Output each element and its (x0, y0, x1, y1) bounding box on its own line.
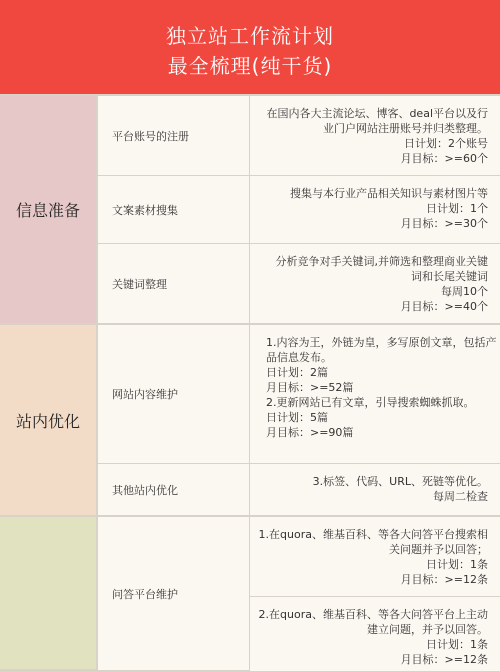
detail-line: 2.在quora、维基百科、等各大问答平台上主动 (258, 608, 488, 621)
task-detail-website-content-maintenance (250, 325, 500, 464)
task-detail-qa-ask (250, 597, 500, 671)
category-info-prep: 信息准备 (0, 96, 98, 325)
detail-line: 月目标：>=90篇 (266, 426, 354, 439)
detail-line: 每周10个 (441, 285, 488, 298)
detail-line: 月目标：>=30个 (400, 217, 488, 230)
detail-line: 月目标：>=52篇 (266, 381, 354, 394)
detail-line: 关问题并予以回答； (389, 543, 488, 556)
detail-line: 建立问题，并予以回答。 (367, 623, 488, 636)
detail-line: 搜集与本行业产品相关知识与素材图片等 (290, 187, 488, 200)
detail-line: 1.在quora、维基百科、等各大问答平台搜索相 (258, 528, 488, 541)
task-detail-copy-material-collection (250, 176, 500, 244)
detail-line: 日计划：1条 (426, 558, 488, 571)
detail-line: 日计划：2篇 (266, 366, 328, 379)
task-copy-material-collection: 文案素材搜集 (98, 176, 250, 244)
detail-line: 日计划：1条 (426, 638, 488, 651)
category-third (0, 517, 98, 671)
detail-line: 在国内各大主流论坛、博客、deal平台以及行 (266, 107, 488, 120)
detail-line: 日计划：1个 (426, 202, 488, 215)
task-account-registration: 平台账号的注册 (98, 96, 250, 176)
task-keyword-organization: 关键词整理 (98, 244, 250, 325)
detail-line: 月目标：>=40个 (400, 300, 488, 313)
detail-line: 业门户网站注册账号并归类整理。 (323, 122, 488, 135)
detail-line: 日计划：5篇 (266, 411, 328, 424)
page-subtitle: 最全梳理(纯干货) (167, 54, 333, 78)
workflow-table (0, 96, 500, 671)
task-detail-keyword-organization (250, 244, 500, 325)
task-detail-qa-answer (250, 517, 500, 597)
detail-line: 每周二检查 (433, 490, 488, 503)
task-qa-platform-maintenance: 问答平台维护 (98, 517, 250, 671)
detail-line: 月目标：>=12条 (400, 653, 488, 666)
detail-line: 1.内容为王，外链为皇，多写原创文章，包括产 (266, 336, 497, 349)
detail-line: 2.更新网站已有文章，引导搜索蜘蛛抓取。 (266, 396, 475, 409)
detail-line: 分析竞争对手关键词,并筛选和整理商业关键 (275, 255, 488, 268)
task-detail-other-onsite-optimization (250, 464, 500, 517)
detail-line: 月目标：>=60个 (400, 152, 488, 165)
detail-line: 品信息发布。 (266, 351, 332, 364)
detail-line: 月目标：>=12条 (400, 573, 488, 586)
task-detail-account-registration (250, 96, 500, 176)
detail-line: 日计划：2个账号 (404, 137, 488, 150)
task-other-onsite-optimization: 其他站内优化 (98, 464, 250, 517)
task-website-content-maintenance: 网站内容维护 (98, 325, 250, 464)
detail-line: 词和长尾关键词 (411, 270, 488, 283)
page-title: 独立站工作流计划 (166, 24, 334, 48)
page-header (0, 0, 500, 96)
category-onsite-optimization: 站内优化 (0, 325, 98, 517)
detail-line: 3.标签、代码、URL、死链等优化。 (312, 475, 488, 488)
